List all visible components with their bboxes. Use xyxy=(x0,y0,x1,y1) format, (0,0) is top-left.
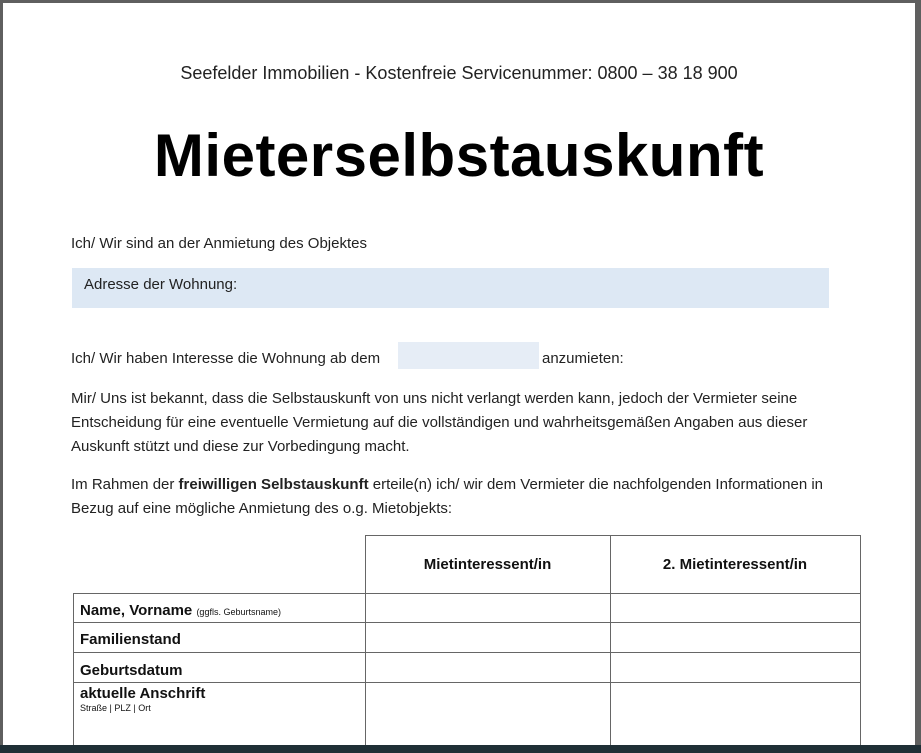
table-row xyxy=(74,653,861,683)
table-row xyxy=(74,623,861,653)
table-header-row xyxy=(74,536,861,594)
name-tenant-2-cell[interactable] xyxy=(610,594,860,623)
col-header-tenant-2: 2. Mietinteressent/in xyxy=(610,536,860,594)
birthdate-tenant-2-cell[interactable] xyxy=(610,653,860,683)
consent-line-1 xyxy=(71,473,823,497)
intro-text: Ich/ Wir sind an der Anmietung des Objektes xyxy=(71,235,367,252)
move-in-date-field[interactable] xyxy=(398,342,539,369)
address-label: Adresse der Wohnung: xyxy=(84,276,238,293)
row-label-marital-status: Familienstand xyxy=(74,623,366,653)
notice-line-2: Entscheidung für eine eventuelle Vermietung auf die vollständigen und wahrheitsgemäßen Angaben aus dieser xyxy=(71,414,808,431)
address-tenant-1-cell[interactable] xyxy=(365,683,610,748)
tenant-info-table xyxy=(73,535,861,747)
company-header: Seefelder Immobilien - Kostenfreie Servicenummer: 0800 – 38 18 900 xyxy=(180,63,738,83)
consent-paragraph xyxy=(71,473,823,521)
interest-text-before: Ich/ Wir haben Interesse die Wohnung ab dem xyxy=(71,350,381,367)
consent-prefix: Im Rahmen der xyxy=(71,476,175,493)
document-title: Mieterselbstauskunft xyxy=(153,122,765,189)
table-row xyxy=(74,683,861,748)
birthdate-tenant-1-cell[interactable] xyxy=(365,653,610,683)
address-row-label: aktuelle Anschrift xyxy=(80,685,206,702)
row-label-name xyxy=(74,594,366,623)
address-tenant-2-cell[interactable] xyxy=(610,683,860,748)
table-corner xyxy=(74,536,366,594)
table-row xyxy=(74,594,861,623)
name-tenant-1-cell[interactable] xyxy=(365,594,610,623)
document-page xyxy=(3,3,915,747)
marital-status-tenant-1-cell[interactable] xyxy=(365,623,610,653)
address-field[interactable] xyxy=(72,268,829,308)
name-label: Name, Vorname xyxy=(80,602,193,619)
name-hint: (ggfls. Geburtsname) xyxy=(196,607,281,617)
consent-suffix: erteile(n) ich/ wir dem Vermieter die nachfolgenden Informationen in xyxy=(372,476,823,493)
marital-status-tenant-2-cell[interactable] xyxy=(610,623,860,653)
interest-text-after: anzumieten: xyxy=(542,350,624,367)
row-label-address xyxy=(74,683,366,748)
address-row-hint: Straße | PLZ | Ort xyxy=(80,703,151,713)
notice-line-1: Mir/ Uns ist bekannt, dass die Selbstauskunft von uns nicht verlangt werden kann, jedoch der Vermieter seine xyxy=(71,390,798,407)
notice-paragraph xyxy=(71,387,807,459)
consent-bold: freiwilligen Selbstauskunft xyxy=(178,476,369,493)
window-bottom-strip xyxy=(0,745,921,753)
notice-line-3: Auskunft stützt und diese zur Vorbedingung macht. xyxy=(71,438,410,455)
col-header-tenant-1: Mietinteressent/in xyxy=(365,536,610,594)
row-label-birthdate: Geburtsdatum xyxy=(74,653,366,683)
consent-line-2: Bezug auf eine mögliche Anmietung des o.g. Mietobjekts: xyxy=(71,500,453,517)
